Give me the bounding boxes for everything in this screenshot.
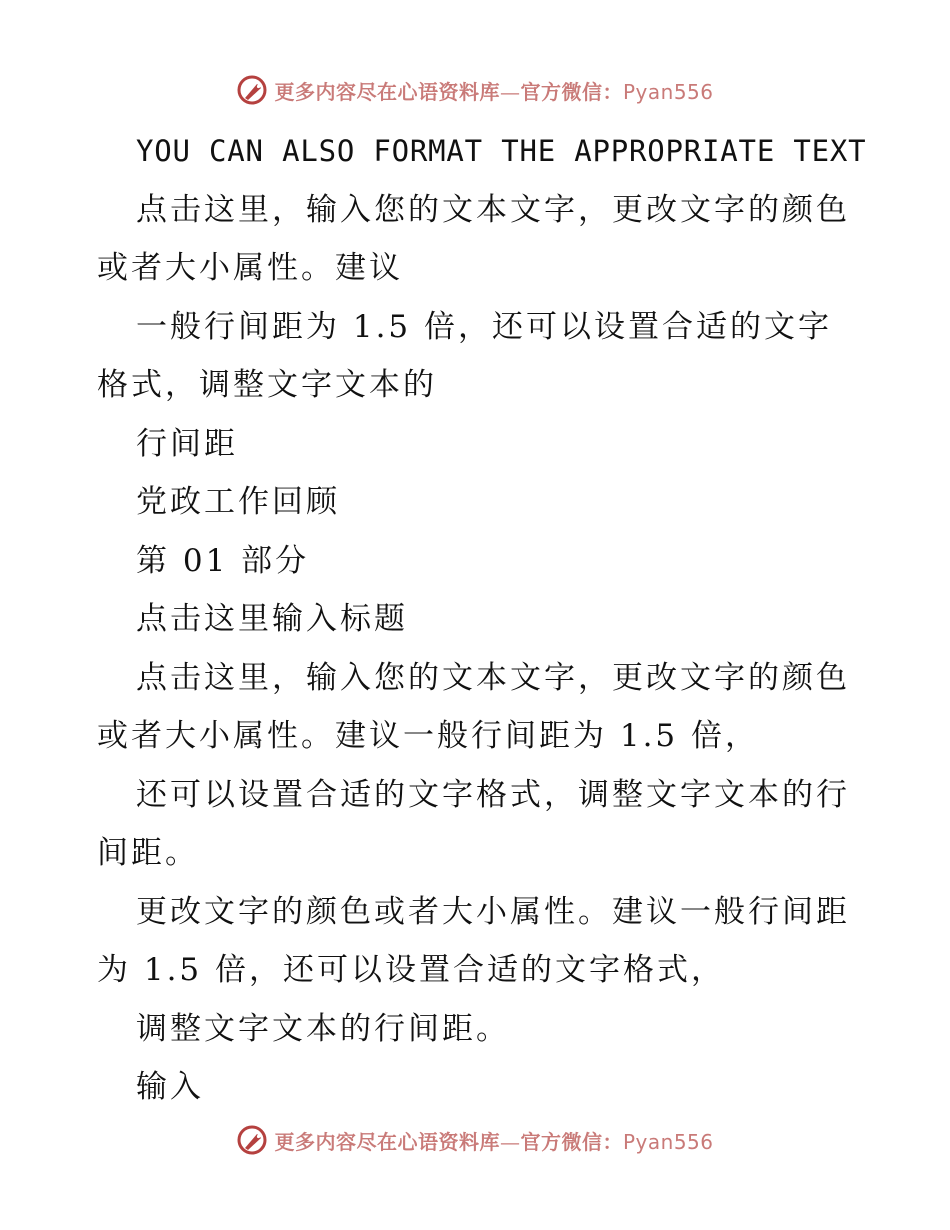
paragraph-line: 或者大小属性。建议	[97, 250, 403, 286]
watermark-text: 更多内容尽在心语资料库—官方微信：Pyan556	[274, 79, 714, 104]
footer-watermark	[0, 1120, 950, 1160]
paragraph-line: 点击这里，输入您的文本文字，更改文字的颜色	[136, 659, 850, 696]
paragraph-line: 一般行间距为 1.5 倍，还可以设置合适的文字	[136, 308, 833, 345]
pen-nib-logo-icon	[236, 1124, 268, 1156]
paragraph-line: 格式，调整文字文本的	[97, 367, 437, 403]
section-number: 第 01 部分	[136, 542, 310, 579]
paragraph-line: 为 1.5 倍，还可以设置合适的文字格式，	[97, 952, 726, 988]
paragraph-line: 或者大小属性。建议一般行间距为 1.5 倍，	[97, 718, 760, 754]
heading-placeholder: 点击这里输入标题	[136, 601, 408, 637]
paragraph-line: 调整文字文本的行间距。	[136, 1010, 510, 1047]
paragraph-line: 点击这里，输入您的文本文字，更改文字的颜色	[136, 191, 850, 228]
pen-nib-logo-icon	[236, 74, 268, 106]
paragraph-line: 还可以设置合适的文字格式，调整文字文本的行	[136, 776, 850, 813]
document-body	[97, 122, 867, 1117]
paragraph-line: 更改文字的颜色或者大小属性。建议一般行间距	[136, 893, 850, 930]
english-heading: YOU CAN ALSO FORMAT THE APPROPRIATE TEXT	[136, 134, 867, 168]
paragraph-line: 行间距	[136, 425, 238, 462]
watermark-text: 更多内容尽在心语资料库—官方微信：Pyan556	[274, 1129, 714, 1154]
paragraph-line: 输入	[136, 1069, 204, 1105]
section-title: 党政工作回顾	[136, 484, 340, 520]
header-watermark	[0, 70, 950, 110]
paragraph-line: 间距。	[97, 835, 199, 871]
